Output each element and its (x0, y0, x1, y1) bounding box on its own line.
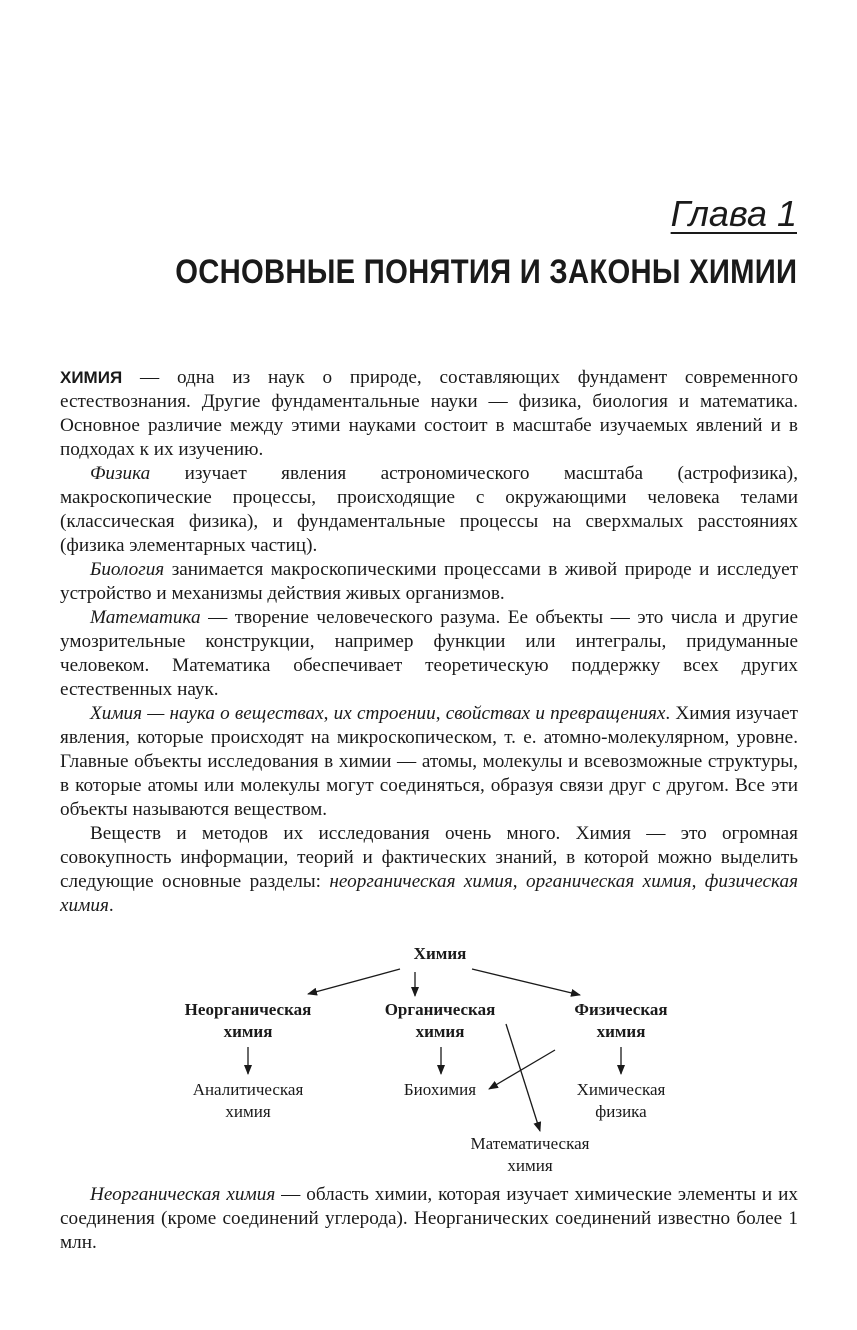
arrow-organic-to-mathchem (506, 1024, 540, 1131)
node-line: химия (225, 1102, 271, 1121)
definition-part: свойствах и превращениях (445, 703, 666, 724)
arrow-physical-to-biochem (489, 1050, 555, 1089)
term-inorganic-chemistry: Неорганическая химия (90, 1184, 276, 1205)
node-line: Физическая (574, 1000, 668, 1019)
branch-name: неорганическая химия (329, 871, 513, 892)
chemistry-branches-diagram (150, 940, 710, 1180)
branch-name: органическая химия (525, 871, 692, 892)
node-chemistry: Химия (413, 944, 467, 963)
paragraph-chemistry-definition (60, 702, 798, 822)
chapter-label: Глава 1 (670, 193, 797, 234)
paragraph-mathematics (60, 606, 798, 702)
node-inorganic-chemistry (168, 999, 328, 1043)
node-line: Аналитическая (192, 1080, 304, 1099)
definition-part: Химия — наука о веществах (90, 703, 324, 724)
paragraph-biology (60, 558, 798, 606)
arrow-root-to-physical (472, 969, 580, 995)
node-physical-chemistry (556, 999, 686, 1043)
node-line: химия (415, 1022, 465, 1041)
node-organic-chemistry (370, 999, 510, 1043)
paragraph-text: — одна из наук о природе, составляющих фундамент современного естествознания. Другие фундаментальные науки — физика, биология и математика. Основное различие между этими науками состоит в масштабе изучаемых явлений и в подходах к их изучению. (60, 367, 798, 460)
paragraph-inorganic-chemistry (60, 1183, 798, 1255)
term-physics: Физика (90, 463, 151, 484)
node-biochemistry: Биохимия (403, 1080, 477, 1099)
diagram-arrows (150, 940, 710, 1180)
body-text-top (60, 366, 798, 918)
node-chemical-physics (556, 1079, 686, 1123)
node-line: химия (596, 1022, 646, 1041)
paragraph-chemistry (60, 366, 798, 462)
separator: . (108, 895, 114, 916)
separator: , (323, 703, 334, 724)
paragraph-text: . Химия изучает явления, которые происходят на микроскопическом, т. е. атомно-молекулярном, уровне. Главные объекты исследования в химии — атомы, молекулы и всевозможные структуры, в которые атомы или молекулы могут соединяться, образуя связи друг с другом. Все эти объекты называются веществом. (60, 703, 799, 820)
node-line: Неорганическая (184, 1000, 312, 1019)
definition-part: их строении (333, 703, 436, 724)
node-analytical-chemistry (173, 1079, 323, 1123)
arrow-root-to-inorganic (308, 969, 400, 994)
separator: , (512, 871, 526, 892)
node-line: Математическая (470, 1134, 590, 1153)
chapter-title: ОСНОВНЫЕ ПОНЯТИЯ И ЗАКОНЫ ХИМИИ (174, 253, 797, 291)
paragraph-branches (60, 822, 798, 918)
node-line: химия (507, 1156, 553, 1175)
separator: , (435, 703, 446, 724)
node-line: химия (223, 1022, 273, 1041)
term-biology: Биология (90, 559, 165, 580)
paragraph-text: Веществ и методов их исследования очень много. Химия — это огромная совокупность информации, теорий и фактических знаний, в которой можно выделить следующие основные разделы: (60, 823, 798, 892)
term-chemistry: ХИМИЯ (60, 368, 123, 387)
term-mathematics: Математика (90, 607, 201, 628)
paragraph-text: изучает явления астрономического масштаба (астрофизика), макроскопические процессы, происходящие с окружающими человека телами (классическая физика), и фундаментальные процессы на сверхмалых расстояниях (физика элементарных частиц). (60, 463, 798, 556)
paragraph-physics (60, 462, 798, 558)
branch-name: физическая химия (60, 871, 799, 916)
node-line: Органическая (384, 1000, 496, 1019)
paragraph-text: — область химии, которая изучает химические элементы и их соединения (кроме соединений углерода). Неорганических соединений известно более 1 млн. (60, 1184, 798, 1253)
paragraph-text: занимается макроскопическими процессами в живой природе и исследует устройство и механизмы действия живых организмов. (60, 559, 798, 604)
body-text-bottom (60, 1183, 798, 1255)
paragraph-text: — творение человеческого разума. Ее объекты — это числа и другие умозрительные конструкции, например функции или интегралы, придуманные человеком. Математика обеспечивает теоретическую поддержку всех других естественных наук. (60, 607, 798, 700)
node-line: Химическая (576, 1080, 666, 1099)
node-line: физика (595, 1102, 647, 1121)
node-mathematical-chemistry (450, 1133, 610, 1177)
separator: , (691, 871, 705, 892)
